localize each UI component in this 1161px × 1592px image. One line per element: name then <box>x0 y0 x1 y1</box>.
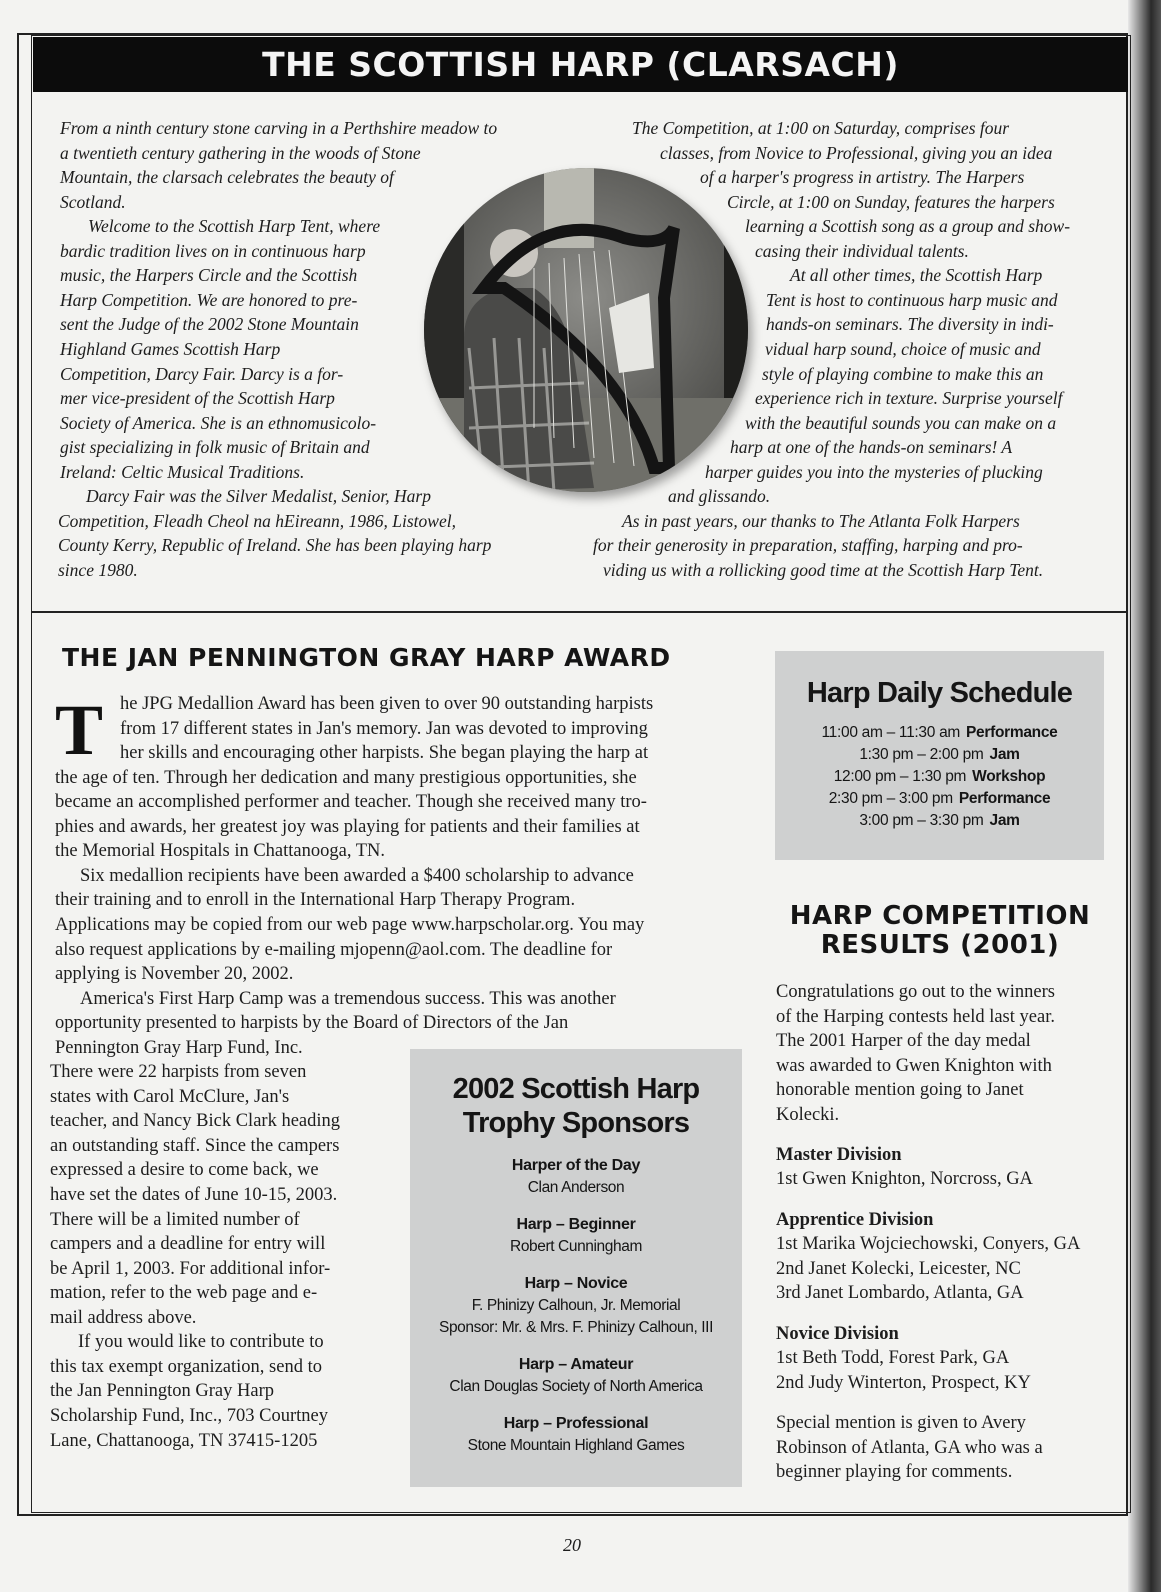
text-line: of a harper's progress in artistry. The Harpers <box>700 167 1025 188</box>
schedule-row <box>775 722 1104 744</box>
sponsor-item <box>410 1273 742 1339</box>
schedule-time: 11:00 am – 11:30 am <box>821 724 961 741</box>
text-line: Kolecki. <box>776 1104 840 1125</box>
text-line: The Competition, at 1:00 on Saturday, comprises four <box>632 118 1010 138</box>
text-line: Highland Games Scottish Harp <box>60 338 281 359</box>
text-line: Darcy Fair was the Silver Medalist, Senior, Harp <box>86 486 431 507</box>
text-line: was awarded to Gwen Knighton with <box>776 1055 1052 1076</box>
sponsor-item <box>410 1155 742 1199</box>
schedule-row <box>775 810 1104 832</box>
schedule-row <box>775 766 1104 788</box>
text-line: with the beautiful sounds you can make on a <box>745 412 1057 433</box>
sponsor-category: Harp – Novice <box>524 1275 628 1292</box>
schedule-row <box>775 788 1104 810</box>
division-name: Master Division <box>776 1144 902 1165</box>
text-line: and glissando. <box>668 486 771 507</box>
text-line: Competition, Fleadh Cheol na hEireann, 1986, Listowel, <box>58 510 456 531</box>
text-line: applying is November 20, 2002. <box>55 964 294 985</box>
sponsor-category: Harp – Beginner <box>516 1216 636 1233</box>
schedule-time: 1:30 pm – 2:00 pm <box>859 746 984 763</box>
text-line: harper guides you into the mysteries of plucking <box>705 461 1043 482</box>
text-line: the age of ten. Through her dedication and many prestigious opportunities, she <box>55 767 637 788</box>
text-line: mation, refer to the web page and e- <box>50 1283 318 1304</box>
text-line: America's First Harp Camp was a tremendous success. This was another <box>80 988 616 1009</box>
text-line: bardic tradition lives on in continuous harp <box>60 240 366 261</box>
division-entry: 3rd Janet Lombardo, Atlanta, GA <box>776 1283 1024 1303</box>
text-line: he JPG Medallion Award has been given to over 90 outstanding harpists <box>120 694 654 714</box>
text-line: experience rich in texture. Surprise yourself <box>755 388 1063 409</box>
text-line: their training and to enroll in the International Harp Therapy Program. <box>55 890 576 911</box>
sponsor-name: Clan Anderson <box>527 1179 625 1196</box>
text-line: a twentieth century gathering in the woods of Stone <box>60 142 421 163</box>
schedule-activity: Workshop <box>972 768 1046 785</box>
text-line: Welcome to the Scottish Harp Tent, where <box>88 216 381 237</box>
schedule-activity: Performance <box>966 724 1058 741</box>
schedule-activity: Performance <box>958 790 1051 807</box>
text-line: Tent is host to continuous harp music and <box>766 289 1058 310</box>
text-line: Robinson of Atlanta, GA who was a <box>776 1437 1043 1458</box>
division-entry: 2nd Judy Winterton, Prospect, KY <box>776 1372 1031 1393</box>
text-line: If you would like to contribute to <box>78 1332 324 1353</box>
sponsor-item <box>410 1413 742 1457</box>
results-title-line1: HARP COMPETITION <box>789 901 1091 931</box>
schedule-rows <box>775 722 1104 832</box>
text-line: honorable mention going to Janet <box>776 1080 1024 1100</box>
text-line: casing their individual talents. <box>755 240 969 261</box>
award-title: THE JAN PENNINGTON GRAY HARP AWARD <box>62 643 671 672</box>
results-title <box>776 902 1104 960</box>
text-line: Competition, Darcy Fair. Darcy is a for- <box>60 363 344 384</box>
sponsor-name: F. Phinizy Calhoun, Jr. Memorial <box>471 1297 681 1314</box>
sponsor-category: Harper of the Day <box>511 1157 641 1174</box>
text-line: the Jan Pennington Gray Harp <box>50 1381 275 1402</box>
schedule-title: Harp Daily Schedule <box>806 677 1073 709</box>
sponsor-name: Stone Mountain Highland Games <box>467 1437 685 1454</box>
page-binding-shadow <box>1128 0 1161 1592</box>
text-line: Lane, Chattanooga, TN 37415-1205 <box>50 1430 318 1451</box>
text-line: phies and awards, her greatest joy was playing for patients and their families at <box>55 816 640 837</box>
text-line: Six medallion recipients have been awarded a $400 scholarship to advance <box>80 865 634 886</box>
schedule-time: 2:30 pm – 3:00 pm <box>828 790 953 807</box>
text-line: became an accomplished performer and teacher. Though she received many tro- <box>55 792 647 813</box>
text-line: From a ninth century stone carving in a Perthshire meadow to <box>60 118 498 138</box>
harpist-photo <box>424 168 748 492</box>
text-line: be April 1, 2003. For additional infor- <box>50 1258 331 1279</box>
results-title-line2: RESULTS (2001) <box>820 930 1060 960</box>
text-line: music, the Harpers Circle and the Scottish <box>60 265 358 286</box>
schedule-time: 3:00 pm – 3:30 pm <box>859 812 984 829</box>
text-line: Scotland. <box>60 191 126 212</box>
division-name: Novice Division <box>776 1323 899 1344</box>
text-line: of the Harping contests held last year. <box>776 1006 1055 1027</box>
text-line: Harp Competition. We are honored to pre- <box>60 289 358 310</box>
schedule-row <box>775 744 1104 766</box>
text-line: style of playing combine to make this an <box>762 363 1044 384</box>
text-line: gist specializing in folk music of Britain and <box>60 437 370 458</box>
daily-schedule-box <box>775 651 1104 860</box>
trophy-sponsors-box <box>410 1049 742 1487</box>
division-entry: 2nd Janet Kolecki, Leicester, NC <box>776 1258 1021 1279</box>
text-line: Congratulations go out to the winners <box>776 982 1056 1002</box>
text-line: this tax exempt organization, send to <box>50 1356 322 1377</box>
text-line: harp at one of the hands-on seminars! A <box>730 437 1013 458</box>
text-line: mer vice-president of the Scottish Harp <box>60 388 335 409</box>
drop-cap: T <box>55 690 104 770</box>
text-line: vidual harp sound, choice of music and <box>765 338 1041 359</box>
text-line: her skills and encouraging other harpists. She began playing the harp at <box>120 743 649 764</box>
text-line: sent the Judge of the 2002 Stone Mountain <box>60 314 359 335</box>
text-line: also request applications by e-mailing mjopenn@aol.com. The deadline for <box>55 939 613 960</box>
sponsors-title-line1: 2002 Scottish Harp <box>452 1073 700 1105</box>
text-line: since 1980. <box>58 559 138 580</box>
division-name: Apprentice Division <box>776 1209 934 1230</box>
schedule-time: 12:00 pm – 1:30 pm <box>833 768 967 785</box>
text-line: for their generosity in preparation, staffing, harping and pro- <box>593 535 1023 556</box>
sponsor-category: Harp – Professional <box>503 1415 649 1432</box>
sponsor-name: Robert Cunningham <box>510 1238 642 1255</box>
page-number: 20 <box>563 1535 581 1555</box>
schedule-activity: Jam <box>989 746 1020 763</box>
text-line: viding us with a rollicking good time at the Scottish Harp Tent. <box>603 559 1044 580</box>
section-divider <box>31 611 1128 613</box>
text-line: Pennington Gray Harp Fund, Inc. <box>55 1037 303 1058</box>
division-entry: 1st Gwen Knighton, Norcross, GA <box>776 1169 1033 1189</box>
division-entry: 1st Beth Todd, Forest Park, GA <box>776 1348 1010 1368</box>
sponsor-item <box>410 1214 742 1258</box>
text-line: have set the dates of June 10-15, 2003. <box>50 1185 338 1205</box>
text-line: an outstanding staff. Since the campers <box>50 1135 340 1156</box>
sponsor-category: Harp – Amateur <box>518 1356 634 1373</box>
sponsor-item <box>410 1354 742 1398</box>
sponsors-title-line2: Trophy Sponsors <box>462 1107 690 1139</box>
text-line: There were 22 harpists from seven <box>50 1062 307 1083</box>
division-entry: 1st Marika Wojciechowski, Conyers, GA <box>776 1234 1081 1254</box>
sponsor-list <box>410 1155 742 1457</box>
text-line: hands-on seminars. The diversity in indi- <box>766 314 1054 335</box>
section-title-bar: THE SCOTTISH HARP (CLARSACH) <box>33 37 1128 92</box>
text-line: At all other times, the Scottish Harp <box>790 265 1043 286</box>
text-line: Mountain, the clarsach celebrates the beauty of <box>60 167 394 188</box>
harpist-image <box>424 168 748 492</box>
text-line: the Memorial Hospitals in Chattanooga, TN. <box>55 841 386 862</box>
text-line: teacher, and Nancy Bick Clark heading <box>50 1111 341 1132</box>
text-line: The 2001 Harper of the day medal <box>776 1031 1031 1051</box>
text-line: Special mention is given to Avery <box>776 1413 1026 1433</box>
text-line: classes, from Novice to Professional, giving you an idea <box>660 142 1053 163</box>
text-line: As in past years, our thanks to The Atlanta Folk Harpers <box>622 510 1020 531</box>
text-line: mail address above. <box>50 1307 197 1328</box>
sponsor-name: Clan Douglas Society of North America <box>449 1378 703 1395</box>
text-line: Ireland: Celtic Musical Traditions. <box>60 461 305 482</box>
text-line: beginner playing for comments. <box>776 1462 1013 1482</box>
sponsor-name: Sponsor: Mr. & Mrs. F. Phinizy Calhoun, III <box>439 1319 713 1336</box>
text-line: opportunity presented to harpists by the Board of Directors of the Jan <box>55 1013 569 1034</box>
text-line: campers and a deadline for entry will <box>50 1234 326 1255</box>
text-line: expressed a desire to come back, we <box>50 1160 319 1181</box>
text-line: learning a Scottish song as a group and show- <box>745 216 1071 237</box>
text-line: County Kerry, Republic of Ireland. She has been playing harp <box>58 535 492 556</box>
schedule-activity: Jam <box>989 812 1020 829</box>
text-line: Circle, at 1:00 on Sunday, features the harpers <box>727 191 1055 212</box>
text-line: Applications may be copied from our web page www.harpscholar.org. You may <box>55 914 645 935</box>
text-line: from 17 different states in Jan's memory. Jan was devoted to improving <box>120 718 648 739</box>
text-line: Society of America. She is an ethnomusicolo- <box>60 412 377 433</box>
text-line: Scholarship Fund, Inc., 703 Courtney <box>50 1405 328 1426</box>
text-line: There will be a limited number of <box>50 1209 300 1230</box>
text-line: states with Carol McClure, Jan's <box>50 1086 290 1107</box>
